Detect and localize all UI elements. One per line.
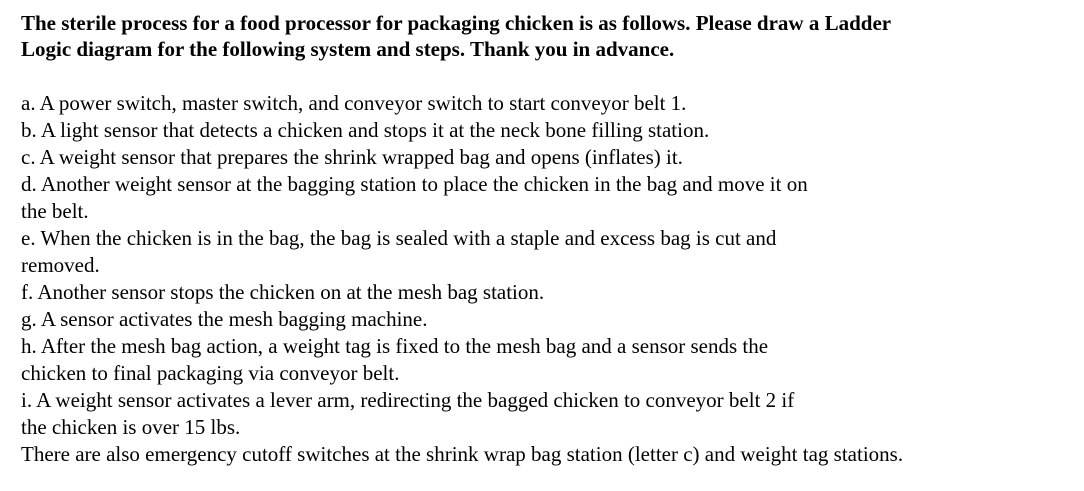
question-title <box>21 10 1071 62</box>
step-i-text-cont: the chicken is over 15 lbs. <box>21 415 241 439</box>
step-b-text: b. A light sensor that detects a chicken and stops it at the neck bone filling station. <box>21 118 710 142</box>
title-line: The sterile process for a food processor for packaging chicken is as follows. Please draw a Ladder <box>21 11 892 35</box>
step-g-text: g. A sensor activates the mesh bagging machine. <box>21 307 428 331</box>
question-body <box>21 90 1071 468</box>
step-h-text: h. After the mesh bag action, a weight tag is fixed to the mesh bag and a sensor sends the <box>21 334 769 358</box>
step-h-text-cont: chicken to final packaging via conveyor belt. <box>21 361 400 385</box>
question-document <box>21 10 1071 468</box>
step-e-text-cont: removed. <box>21 253 100 277</box>
step-a-text: a. A power switch, master switch, and conveyor switch to start conveyor belt 1. <box>21 91 687 115</box>
title-line: Logic diagram for the following system and steps. Thank you in advance. <box>21 37 675 61</box>
step-c-text: c. A weight sensor that prepares the shrink wrapped bag and opens (inflates) it. <box>21 145 683 169</box>
step-d-text-cont: the belt. <box>21 199 89 223</box>
step-f-text: f. Another sensor stops the chicken on at the mesh bag station. <box>21 280 545 304</box>
step-d-text: d. Another weight sensor at the bagging station to place the chicken in the bag and move it on <box>21 172 808 196</box>
step-e-text: e. When the chicken is in the bag, the bag is sealed with a staple and excess bag is cut and <box>21 226 777 250</box>
emergency-note: There are also emergency cutoff switches at the shrink wrap bag station (letter c) and weight tag stations. <box>21 442 904 466</box>
step-i-text: i. A weight sensor activates a lever arm, redirecting the bagged chicken to conveyor belt 2 if <box>21 388 795 412</box>
